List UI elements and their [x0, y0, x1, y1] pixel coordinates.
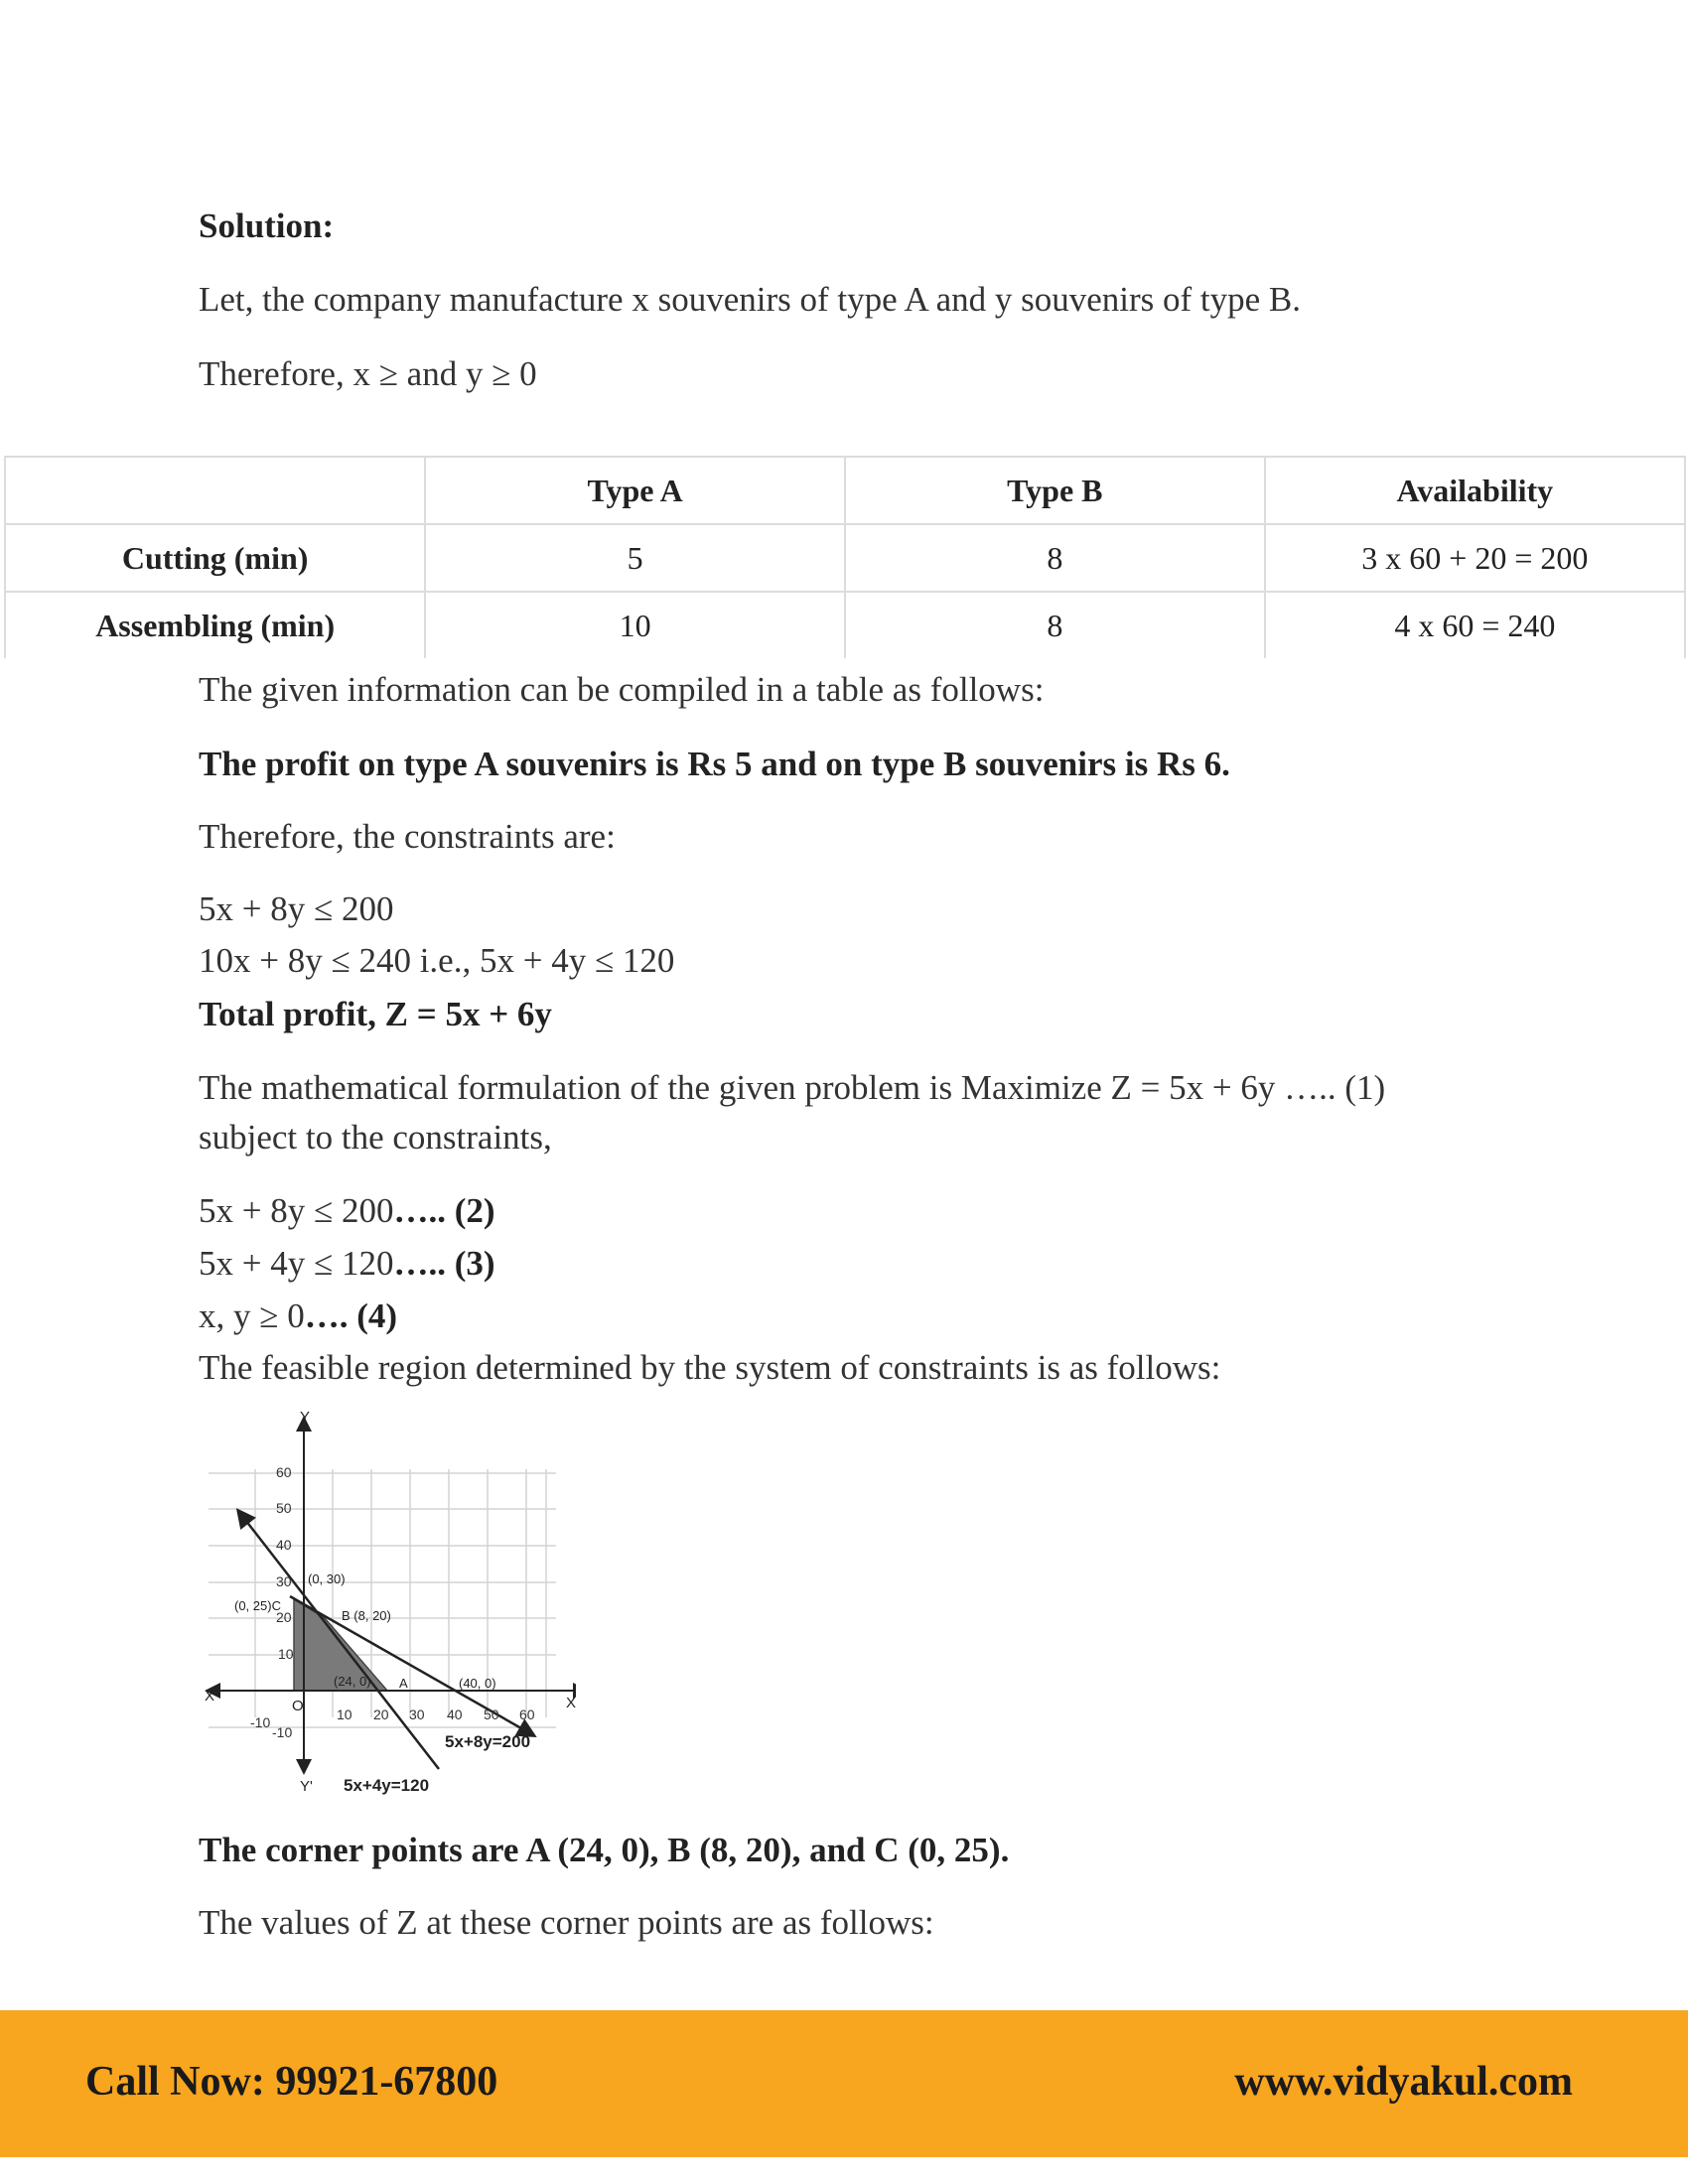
table-cell: 5: [425, 524, 845, 592]
x-tick-label: 30: [409, 1706, 425, 1722]
table-cell: Assembling (min): [5, 592, 425, 658]
feasible-region-text: The feasible region determined by the system of constraints is as follows:: [199, 1348, 1221, 1387]
table-header-cell: Availability: [1265, 457, 1685, 524]
table-cell: 3 x 60 + 20 = 200: [1265, 524, 1685, 592]
y-tick-label: 30: [276, 1573, 292, 1589]
constraints-intro: Therefore, the constraints are:: [199, 817, 616, 856]
website-link[interactable]: www.vidyakul.com: [1234, 2059, 1573, 2105]
constraints-table: [4, 456, 1686, 658]
call-now-text[interactable]: Call Now: 99921-67800: [85, 2059, 498, 2105]
point-label-40-0: (40, 0): [459, 1676, 496, 1691]
formulation-line-2: subject to the constraints,: [199, 1118, 552, 1157]
table-caption: The given information can be compiled in a table as follows:: [199, 670, 1045, 709]
line-label-5x-8y: 5x+8y=200: [445, 1732, 531, 1751]
x-axis-label: X: [566, 1695, 576, 1711]
y-tick-label: -10: [272, 1724, 293, 1740]
equation-3-tag: ….. (3): [393, 1244, 495, 1283]
footer-banner: [0, 2010, 1688, 2157]
intro-text: Let, the company manufacture x souvenirs of type A and y souvenirs of type B.: [199, 280, 1302, 319]
point-label-b: B (8, 20): [342, 1608, 391, 1623]
nonnegativity-text: Therefore, x ≥ and y ≥ 0: [199, 354, 537, 393]
table-header-cell: Type B: [845, 457, 1265, 524]
y-neg-axis-label: Y': [300, 1778, 313, 1795]
point-label-0-30: (0, 30): [308, 1571, 346, 1586]
line-label-5x-4y: 5x+4y=120: [344, 1776, 430, 1795]
x-tick-label: 40: [447, 1706, 463, 1722]
x-tick-label: -10: [250, 1714, 271, 1730]
equation-4-tag: …. (4): [304, 1297, 398, 1335]
y-tick-label: 60: [276, 1464, 292, 1480]
table-row: [5, 592, 1685, 658]
table-header-cell: Type A: [425, 457, 845, 524]
solution-heading: Solution:: [199, 206, 335, 245]
y-axis-label: Y: [300, 1410, 311, 1426]
origin-label: O: [292, 1698, 304, 1714]
table-cell: 10: [425, 592, 845, 658]
corner-points-text: The corner points are A (24, 0), B (8, 20), and C (0, 25).: [199, 1831, 1010, 1869]
point-label-24-0: (24, 0): [334, 1674, 371, 1689]
table-cell: Cutting (min): [5, 524, 425, 592]
equation-3: [199, 1244, 495, 1284]
table-cell: 4 x 60 = 240: [1265, 592, 1685, 658]
point-label-a: A: [399, 1676, 408, 1691]
equation-2: [199, 1191, 495, 1231]
equation-2-text: 5x + 8y ≤ 200: [199, 1191, 394, 1230]
y-tick-label: 20: [276, 1609, 292, 1625]
x-tick-label: 20: [373, 1706, 389, 1722]
y-tick-label: 40: [276, 1537, 292, 1553]
profit-statement: The profit on type A souvenirs is Rs 5 and on type B souvenirs is Rs 6.: [199, 745, 1230, 783]
x-neg-axis-label: X': [205, 1688, 217, 1705]
table-header-cell: [5, 457, 425, 524]
x-tick-label: 60: [519, 1706, 535, 1722]
constraint-2: 10x + 8y ≤ 240 i.e., 5x + 4y ≤ 120: [199, 941, 675, 980]
y-tick-label: 50: [276, 1500, 292, 1516]
formulation-line-1: The mathematical formulation of the given problem is Maximize Z = 5x + 6y ….. (1): [199, 1068, 1386, 1107]
equation-4-text: x, y ≥ 0: [199, 1297, 305, 1335]
table-cell: 8: [845, 592, 1265, 658]
x-tick-label: 50: [484, 1706, 499, 1722]
feasible-region-graph: [199, 1410, 576, 1797]
constraint-1: 5x + 8y ≤ 200: [199, 889, 394, 928]
x-tick-label: 10: [337, 1706, 352, 1722]
equation-2-tag: ….. (2): [393, 1191, 495, 1230]
equation-4: [199, 1297, 397, 1336]
y-tick-label: 10: [278, 1646, 294, 1662]
z-values-text: The values of Z at these corner points are as follows:: [199, 1903, 934, 1942]
equation-3-text: 5x + 4y ≤ 120: [199, 1244, 394, 1283]
table-row: [5, 524, 1685, 592]
table-cell: 8: [845, 524, 1265, 592]
total-profit: Total profit, Z = 5x + 6y: [199, 995, 552, 1033]
table-header-row: [5, 457, 1685, 524]
point-label-0-25: (0, 25)C: [234, 1598, 281, 1613]
